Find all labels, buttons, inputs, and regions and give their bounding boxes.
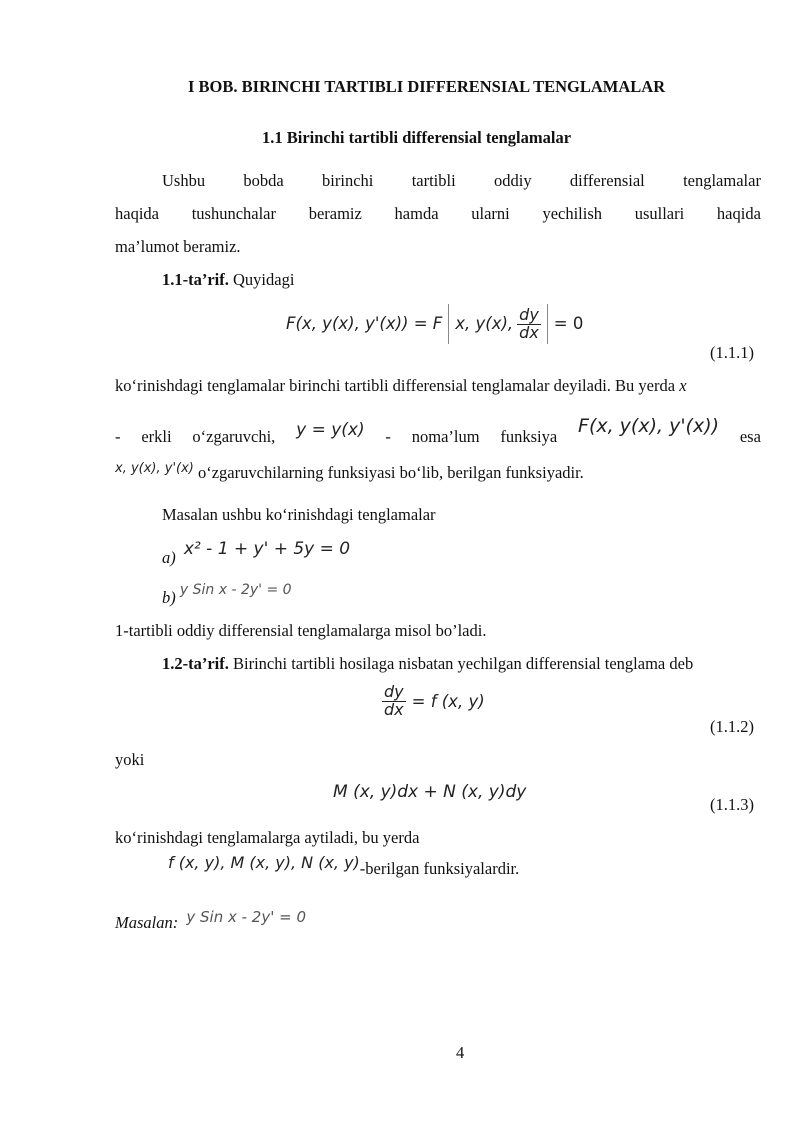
given-functions [168, 853, 520, 880]
word: tartibli [411, 171, 456, 190]
final-example [115, 906, 307, 932]
word: funksiya [500, 426, 558, 446]
word: yechilish [542, 204, 603, 223]
example-b [162, 578, 292, 607]
equation-1-1-1-rhs: = 0 [553, 314, 584, 334]
section-title: 1.1 Birinchi tartibli differensial tenglamalar [262, 128, 572, 147]
right-bracket [547, 304, 548, 344]
equation-1-1-1-args: x, y(x), [455, 314, 514, 334]
left-bracket [448, 304, 449, 344]
equation-1-1-1 [286, 302, 583, 346]
word: haqida [115, 204, 159, 223]
word: ularni [471, 204, 510, 223]
function-F: F(x, y(x), y'(x)) [578, 415, 720, 437]
word: - [115, 426, 121, 446]
equation-number-1-1-1: (1.1.1) [710, 343, 754, 362]
variables-list: x, y(x), y'(x) [115, 461, 194, 476]
word: tushunchalar [191, 204, 276, 223]
word: - [385, 426, 391, 446]
example-a [162, 538, 351, 567]
intro-line-3: ma’lumot beramiz. [115, 237, 241, 256]
functions-list: f (x, y), M (x, y), N (x, y) [168, 853, 360, 872]
dy-dx-fraction-2 [382, 684, 406, 719]
word: esa [739, 426, 761, 446]
equation-1-1-2 [382, 684, 485, 719]
example-a-equation: x² - 1 + y' + 5y = 0 [183, 539, 351, 559]
chapter-title: I BOB. BIRINCHI TARTIBLI DIFFERENSIAL TENGLAMALAR [188, 77, 666, 96]
word: noma’lum [411, 426, 480, 446]
equation-1-1-3: M (x, y)dx + N (x, y)dy [333, 782, 527, 802]
word: o‘zgaruvchi, [192, 426, 276, 446]
final-example-label: Masalan: [115, 913, 179, 932]
definition-1-line-a-text: ko‘rinishdagi tenglamalar birinchi tartibli differensial tenglamalar deyiladi. Bu yerda [115, 376, 680, 395]
fraction-numerator: dy [519, 304, 539, 324]
definition-1-line-c [115, 462, 584, 484]
final-example-equation: y Sin x - 2y' = 0 [186, 908, 307, 926]
definition-1-line-b [115, 415, 761, 449]
equation-y-of-x: y = y(x) [296, 420, 365, 441]
examples-intro: Masalan ushbu ko‘rinishdagi tenglamalar [162, 505, 436, 524]
fraction-denominator: dx [519, 322, 539, 342]
equation-1-1-1-lhs: F(x, y(x), y'(x)) = F [286, 314, 443, 334]
word: hamda [394, 204, 439, 223]
equation-number-1-1-2: (1.1.2) [710, 717, 754, 736]
word: birinchi [322, 171, 374, 190]
definition-1-label: 1.1-ta’rif. [162, 270, 229, 289]
dy-dx-fraction [517, 304, 541, 342]
page-number: 4 [456, 1043, 465, 1062]
example-b-label: b) [162, 588, 176, 607]
word: bobda [243, 171, 284, 190]
intro-line-2 [115, 203, 761, 224]
fraction-numerator: dy [384, 682, 404, 701]
definition-2-intro [162, 653, 693, 674]
yoki-text: yoki [115, 750, 145, 769]
definition-2-after: ko‘rinishdagi tenglamalarga aytiladi, bu yerda [115, 828, 420, 847]
definition-2-text: Birinchi tartibli hosilaga nisbatan yechilgan differensial tenglama deb [228, 654, 694, 673]
word: erkli [141, 426, 172, 446]
fraction-denominator: dx [384, 699, 404, 719]
equation-number-1-1-3: (1.1.3) [710, 795, 754, 814]
equation-1-1-2-rhs: = f (x, y) [411, 691, 485, 711]
word: usullari [634, 204, 685, 223]
definition-2-label: 1.2-ta’rif. [162, 654, 229, 673]
definition-1-line-c-text: o‘zgaruvchilarning funksiyasi bo‘lib, berilgan funksiyadir. [193, 463, 584, 482]
word: tenglamalar [683, 171, 761, 190]
definition-1-text: Quyidagi [228, 270, 295, 289]
word: differensial [569, 171, 645, 190]
example-a-label: a) [162, 548, 176, 567]
given-functions-text: -berilgan funksiyalardir. [359, 859, 520, 878]
examples-conclusion: 1-tartibli oddiy differensial tenglamalarga misol bo’ladi. [115, 621, 487, 640]
word: Ushbu [162, 171, 206, 190]
definition-1-line-a [115, 375, 761, 396]
definition-1-intro [162, 269, 294, 290]
word: oddiy [494, 171, 532, 190]
intro-line-1 [162, 170, 761, 191]
word: haqida [716, 204, 761, 223]
word: beramiz [308, 204, 362, 223]
example-b-equation: y Sin x - 2y' = 0 [179, 582, 292, 598]
variable-x: x [679, 376, 687, 395]
